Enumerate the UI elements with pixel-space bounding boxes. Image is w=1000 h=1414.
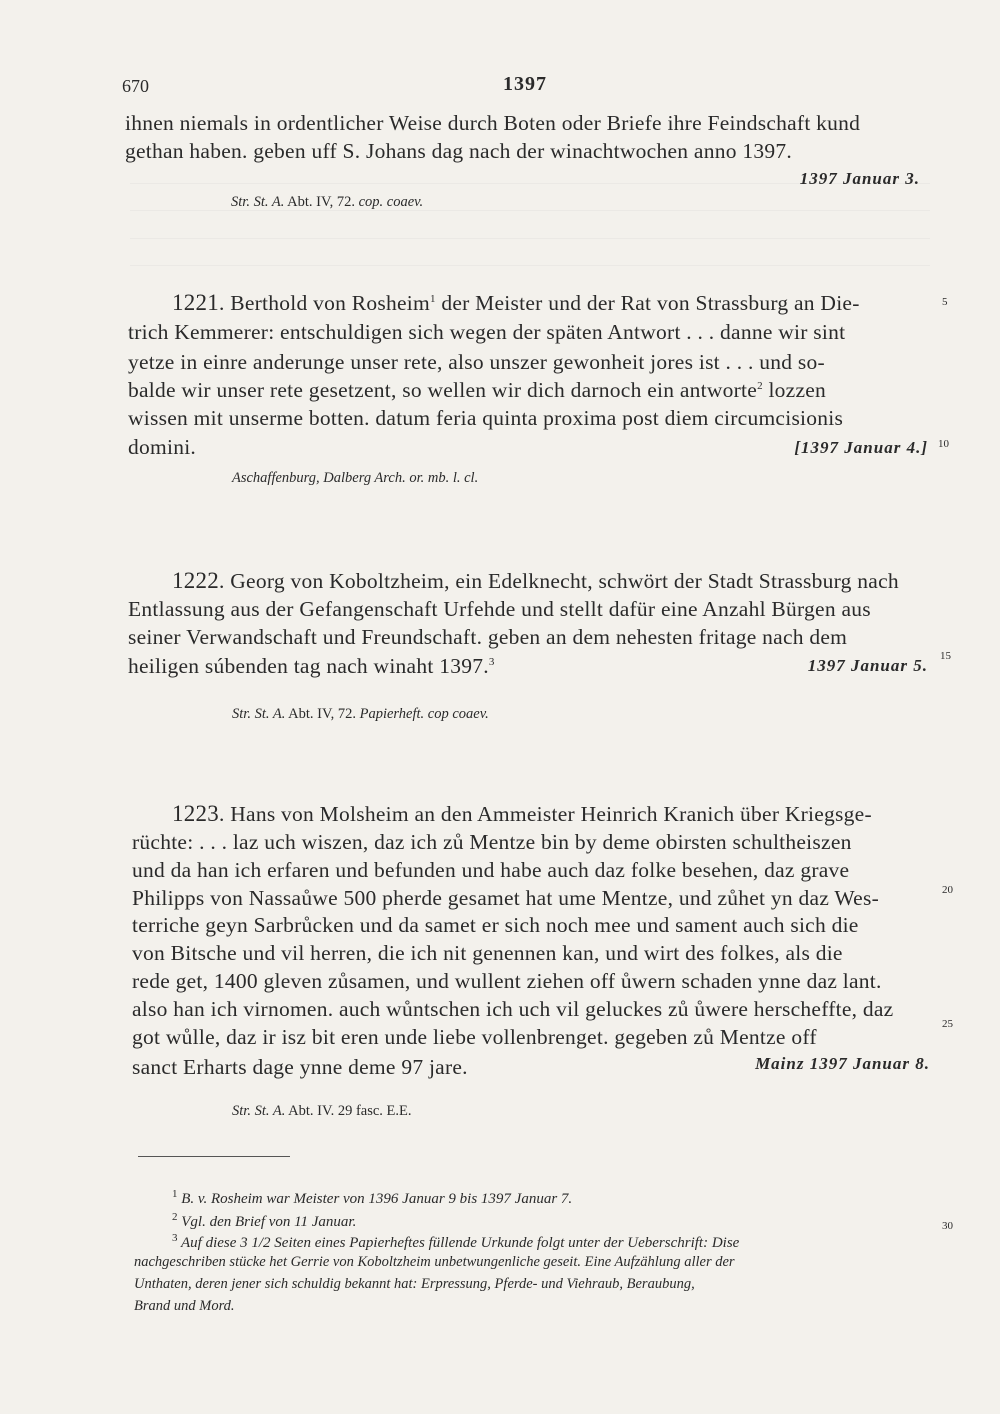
footnote xyxy=(172,1211,356,1231)
archive-section: Abt. IV, 72. xyxy=(288,706,356,722)
entry-date: 1397 Januar 3. xyxy=(799,169,920,188)
source-citation xyxy=(232,706,489,723)
text-fragment: heiligen súbenden tag nach winaht 1397. xyxy=(128,654,489,678)
footnote-continuation: nachgeschriben stücke het Gerrie von Koboltzheim unbetwungenliche geseit. Eine Aufzählung aller der xyxy=(134,1254,735,1270)
footnote-number: 3 xyxy=(172,1232,178,1244)
archive-abbr: Str. St. A. xyxy=(232,1103,286,1119)
entry-date: Mainz 1397 Januar 8. xyxy=(755,1054,930,1073)
page-header-year: 1397 xyxy=(503,73,547,95)
footnote-ref: 2 xyxy=(757,379,763,392)
entry-number: 1222 xyxy=(172,568,219,593)
text-fragment: der Meister und der Rat von Strassburg an Die- xyxy=(441,291,860,315)
text-line: got wůlle, daz ir isz bit eren unde liebe vollenbrenget. gegeben zů Mentze off xyxy=(132,1025,817,1049)
text-line: gethan haben. geben uff S. Johans dag nach der winachtwochen anno 1397. xyxy=(125,139,792,163)
archive-section: Abt. IV. 29 fasc. E.E. xyxy=(288,1103,412,1119)
text-line: sanct Erharts dage ynne deme 97 jare. xyxy=(132,1055,468,1079)
margin-line-number: 25 xyxy=(942,1018,953,1030)
text-fragment: lozzen xyxy=(768,378,827,402)
margin-line-number: 20 xyxy=(942,884,953,896)
footnote-text: Vgl. den Brief von 11 Januar. xyxy=(181,1214,357,1230)
entry-first-line: 1222. Georg von Koboltzheim, ein Edelknecht, schwört der Stadt Strassburg nach xyxy=(172,568,899,593)
text-line: rüchte: . . . laz uch wiszen, daz ich zů Mentze bin by deme obirsten schultheiszen xyxy=(132,830,852,854)
margin-line-number: 10 xyxy=(938,438,949,450)
source-citation xyxy=(232,1103,412,1120)
copy-note: Papierheft. cop coaev. xyxy=(359,706,489,722)
text-fragment: balde wir unser rete gesetzent, so wellen wir dich darnoch ein antworte xyxy=(128,378,758,402)
text-line: yetze in einre anderunge unser rete, also unszer gewonheit jores ist . . . und so- xyxy=(128,350,825,374)
source-citation xyxy=(231,194,423,211)
footnote-ref: 3 xyxy=(488,655,495,668)
entry-first-line: 1223. Hans von Molsheim an den Ammeister Heinrich Kranich über Kriegsge- xyxy=(172,801,872,826)
archive-abbr: Str. St. A. xyxy=(231,194,285,210)
archive-section: Abt. IV, 72. xyxy=(287,194,355,210)
text-line: wissen mit unserme botten. datum feria quinta proxima post diem circumcisionis xyxy=(128,406,844,430)
text-line: rede get, 1400 gleven zůsamen, und wullent ziehen off ůwern schaden ynne daz lant. xyxy=(132,969,882,993)
footnote-separator xyxy=(138,1156,290,1157)
entry-number: 1223 xyxy=(172,801,219,826)
text-line: ihnen niemals in ordentlicher Weise durch Boten oder Briefe ihre Feindschaft kund xyxy=(125,111,861,135)
footnote xyxy=(172,1188,572,1208)
entry-number: 1221 xyxy=(172,290,219,315)
text-line: seiner Verwandschaft und Freundschaft. geben an dem nehesten fritage nach dem xyxy=(128,625,848,649)
footnote-number: 2 xyxy=(172,1211,178,1223)
footnote-continuation: Brand und Mord. xyxy=(134,1298,235,1314)
page-number: 670 xyxy=(122,76,149,96)
text-fragment: Berthold von Rosheim xyxy=(230,291,430,315)
text-line: von Bitsche und vil herren, die ich nit genennen kan, und wirt des folkes, als die xyxy=(132,941,843,965)
margin-line-number: 30 xyxy=(942,1220,953,1232)
text-line: und da han ich erfaren und befunden und habe auch daz folke besehen, daz grave xyxy=(132,858,850,882)
margin-line-number: 15 xyxy=(940,650,951,662)
text-line: terriche geyn Sarbrůcken und da samet er sich noch mee und sament auch sich die xyxy=(132,913,859,937)
footnote xyxy=(172,1232,739,1252)
text-line xyxy=(128,378,826,403)
footnote-continuation: Unthaten, deren jener sich schuldig bekannt hat: Erpressung, Pferde- und Viehraub, Beraubung, xyxy=(134,1276,695,1292)
footnote-text: Auf diese 3 1/2 Seiten eines Papierheftes füllende Urkunde folgt unter der Ueberschrift: Dise xyxy=(180,1235,740,1251)
bleed-through xyxy=(130,238,930,239)
bleed-through xyxy=(130,265,930,266)
text-line: Entlassung aus der Gefangenschaft Urfehde und stellt dafür eine Anzahl Bürgen aus xyxy=(128,597,871,621)
text-line: trich Kemmerer: entschuldigen sich wegen der späten Antwort . . . danne wir sint xyxy=(128,320,846,344)
archive-abbr: Str. St. A. xyxy=(232,706,286,722)
footnote-number: 1 xyxy=(172,1188,178,1200)
text-line: also han ich virnomen. auch wůntschen ich uch vil geluckes zů ůwere herscheffte, daz xyxy=(132,997,894,1021)
margin-line-number: 5 xyxy=(942,296,948,308)
entry-first-line: 1221. Berthold von Rosheim$^1$ der Meister und der Rat von Strassburg an Die- xyxy=(172,290,860,315)
footnote-text: B. v. Rosheim war Meister von 1396 Januar 9 bis 1397 Januar 7. xyxy=(181,1191,573,1207)
text-fragment: Hans von Molsheim an den Ammeister Heinrich Kranich über Kriegsge- xyxy=(230,802,872,826)
text-fragment: Georg von Koboltzheim, ein Edelknecht, schwört der Stadt Strassburg nach xyxy=(230,569,899,593)
copy-note: cop. coaev. xyxy=(358,194,424,210)
text-line: Philipps von Nassaůwe 500 pherde gesamet hat ume Mentze, und zůhet yn daz Wes- xyxy=(132,886,879,910)
text-line: domini. xyxy=(128,435,197,459)
footnote-ref: 1 xyxy=(429,292,436,305)
entry-date: [1397 Januar 4.] xyxy=(794,438,928,457)
entry-date: 1397 Januar 5. xyxy=(807,656,928,675)
source-citation: Aschaffenburg, Dalberg Arch. or. mb. l. cl. xyxy=(232,470,479,486)
text-line xyxy=(128,654,495,679)
